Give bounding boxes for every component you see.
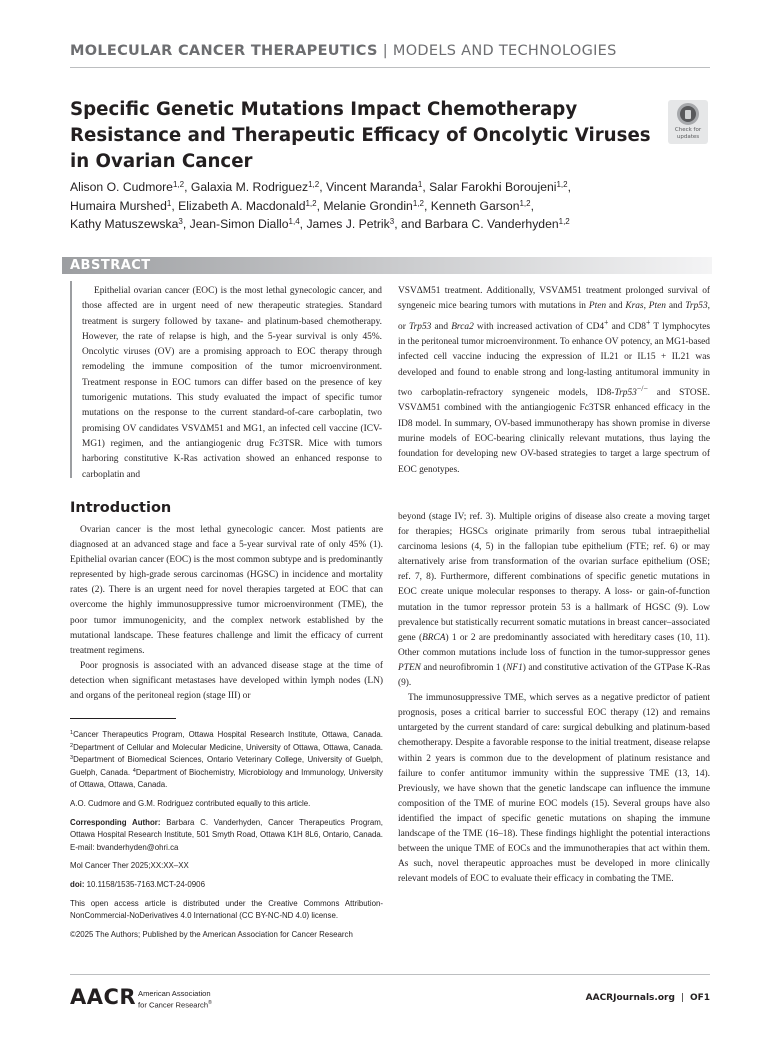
header-divider [70,67,710,68]
author-name: Vincent Maranda [325,180,418,194]
copyright-note: ©2025 The Authors; Published by the American Association for Cancer Research [70,929,353,939]
equal-contribution-note: A.O. Cudmore and G.M. Rodriguez contributed equally to this article. [70,798,311,808]
author-name: Elizabeth A. Macdonald [178,198,306,213]
aacr-logo: AACR [70,985,137,1009]
article-section: MODELS AND TECHNOLOGIES [392,43,617,59]
author-affiliation: 1 [417,180,423,189]
author-affiliation: 1,2 [519,198,531,208]
introduction-left-column [70,523,383,704]
affiliations: $^1$Cancer Therapeutics Program, Ottawa Hospital Research Institute, Ottawa, Canada. $^2$Department of Cellular and Molecular Medicine, University of Ottawa, Ottawa, Canada. $^3$Department of Biomedical Sciences, Ontario Veterinary College, University of Guelph, Guelph, Canada. $^4$Department of Biochemistry, Microbiology and Immunology, University of Ottawa, Ottawa, Canada. [70,730,383,790]
author-affiliation: 3 [178,217,183,226]
corresponding-author: Corresponding Author: Barbara C. Vanderhyden, Cancer Therapeutics Program, Ottawa Hospital Research Institute, 501 Smyth Road, Ottawa K1H 8L6, Ontario, Canada. E-mail: bvanderhyden@ohri.ca [70,817,383,852]
author-name: James J. Petrik [306,217,390,231]
introduction-right-column [398,510,710,887]
author-affiliation: 1,2 [412,198,424,208]
journal-name: MOLECULAR CANCER THERAPEUTICS [70,43,378,59]
license-note: This open access article is distributed under the Creative Commons Attribution-NonCommercial-NoDerivatives 4.0 International (CC BY-NC-ND 4.0) license. [70,898,383,921]
abstract-text-right: VSVΔM51 treatment. Additionally, VSVΔM51 treatment prolonged survival of syngeneic mice bearing tumors with mutations in Pten and Kras, Pten and Trp53, or Trp53 and Brca2 with increased activation of CD4+ and CD8+ T lymphocytes in the peritoneal tumor microenvironment. To enhance OV potency, an MG1-based infected cell vaccine inducing the expression of IL21 or IL15 + IL21 was developed and found to enable strong and long-lasting antitumoral immunity in two carboplatin-refractory syngeneic models, ID8-Trp53−/− and STOSE. VSVΔM51 combined with the antiangiogenic Fc3TSR enhanced efficacy in the ID8 model. In summary, OV-based immunotherapy has shown promise in diverse murine models of EOC-bearing clinically relevant mutations, thus laying the foundation for developing new OV-based strategies to target a large spectrum of EOC genotypes. [398,286,711,475]
author-affiliation: 1,2 [305,198,317,208]
abstract-left-rule [70,281,72,478]
body-paragraph: Ovarian cancer is the most lethal gynecologic cancer. Most patients are diagnosed at an advanced stage and face a 5-year survival rate of only 45% (1). Epithelial ovarian cancer (EOC) is the most common subtype and is predominantly represented by high-grade serous carcinomas (HGSC) in incidence and mortality rates (2). There is an urgent need for novel therapies targeted at EOC that can overcome the highly immunosuppressive tumor microenvironment (TME), the poor tumor immunogenicity, and the complex network established by the mutational landscape. These features challenge and limit the efficacy of current treatment regimens. [70,525,383,656]
author-affiliation: 1,2 [558,217,570,226]
abstract-text-left: Epithelial ovarian cancer (EOC) is the most lethal gynecologic cancer, and those affected are in urgent need of new therapeutic strategies. Standard treatment is surgery followed by taxane- and platinum-based chemotherapy. However, the rate of relapse is high, and the 5-year survival is only 45%. Oncolytic viruses (OV) are a promising approach to EOC therapy through remodeling the immune composition of the tumor microenvironment. Treatment response in EOC tumors can differ based on the presence of key tumorigenic mutations. This study evaluated the impact of specific tumor mutations on the response to the current standard-of-care carboplatin, two promising OV candidates VSVΔM51 and MG1, an infected cell vaccine (ICV-MG1) regimen, and the antiangiogenic drug Fc3TSR. Mice with tumors harboring constitutive K-Ras activation showed an enhanced response to carboplatin and [82,286,382,480]
abstract-heading: ABSTRACT [70,258,151,273]
author-affiliation: 1,2 [308,180,320,189]
author-name: Alison O. Cudmore [70,180,173,194]
page-number: OF1 [689,993,710,1003]
introduction-heading: Introduction [70,500,172,516]
author-affiliation: 3 [389,217,395,226]
body-paragraph: beyond (stage IV; ref. 3). Multiple origins of disease also create a moving target for therapies; HGSCs originate primarily from serous tubal intraepithelial carcinoma lesions (4, 5) in the fallopian tube epithelium (FTE; ref. 6) or may alternatively arise from transformation of the ovarian surface epithelium (OSE; ref. 7, 8). Furthermore, different combinations of specific genetic mutations in EOC create unique molecular responses to therapy. A loss- or gain-of-function mutation in the tumor repressor protein 53 is a hallmark of HGSC (9). Low prevalence but statistically recurrent somatic mutations in breast cancer–associated gene (BRCA) 1 or 2 are predominantly associated with hereditary cases (10, 11). Other common mutations include loss of function in the tumor-suppressor genes PTEN and neurofibromin 1 (NF1) and constitutive activation of the GTPase K-Ras (9). [398,512,710,689]
author-list: Alison O. Cudmore$^{1,2}$, Galaxia M. Rodriguez$^{1,2}$, Vincent Maranda$^1$, Salar Farokhi Boroujeni$^{1,2}$, Humaira Murshed$^1$, Elizabeth A. Macdonald$^{1,2}$, Melanie Grondin$^{1,2}$, Kenneth Garson$^{1,2}$, Kathy Matuszewska$^3$, Jean-Simon Diallo$^{1,4}$, James J. Petrik$^3$, and Barbara C. Vanderhyden$^{1,2}$ [70,180,571,231]
journal-header [70,43,617,59]
author-affiliation: 1,4 [288,217,300,226]
author-affiliation: 1 [166,198,172,208]
footer-site-page: AACRJournals.org | OF1 [585,993,710,1003]
body-paragraph: The immunosuppressive TME, which serves as a negative predictor of patient prognosis, poses a critical barrier to successful EOC therapy (12) and remains untargeted by the current standard of care: surgical debulking and platinum-based chemotherapy. Despite a favorable response to the initial treatment, disease relapse within 2 years is common due to the development of platinum resistance and failure to confer antitumor immunity within the suppressive TME (13, 14). Previously, we have shown that the genetic landscape can influence the immune composition of the TME of murine EOC models (15). Several groups have also identified the impact of specific genetic mutations on shaping the immune landscape of the TME (16–18). These findings highlight the potential interactions between the unique TME of EOCs and the immunotherapies that act within them. As such, novel therapeutic approaches must be developed in more clinically relevant models of EOC to evaluate their efficacy in combating the TME. [398,693,710,885]
author-name: Galaxia M. Rodriguez [190,180,309,194]
check-for-updates-badge[interactable] [668,100,708,144]
author-name: Barbara C. Vanderhyden [424,217,559,231]
footnotes [70,729,383,947]
author-name: Kenneth Garson [430,198,520,213]
check-for-updates-label: Check for updates [674,127,702,140]
doi[interactable]: doi: 10.1158/1535-7163.MCT-24-0906 [70,879,205,889]
aacr-organization-name: American Association for Cancer Research® [138,989,212,1010]
header-separator: | [382,43,388,59]
check-for-updates-icon [677,103,699,125]
journal-site-link[interactable]: AACRJournals.org [585,993,675,1003]
author-name: Melanie Grondin [323,198,413,213]
body-paragraph: Poor prognosis is associated with an advanced disease stage at the time of detection when significant metastases have developed within lymph nodes (LN) and organs of the peritoneal region (stage III) or [70,660,383,702]
author-name: Kathy Matuszewska [70,217,179,231]
footer-divider [70,974,710,975]
footnote-divider [70,718,176,719]
citation: Mol Cancer Ther 2025;XX:XX–XX [70,861,189,871]
author-name: Humaira Murshed [70,198,167,213]
author-name: Salar Farokhi Boroujeni [429,180,557,194]
author-name: Jean-Simon Diallo [189,217,289,231]
article-title: Specific Genetic Mutations Impact Chemotherapy Resistance and Therapeutic Efficacy of Oncolytic Viruses in Ovarian Cancer [70,99,651,172]
author-affiliation: 1,2 [172,180,185,189]
abstract-heading-bar [62,257,712,274]
author-affiliation: 1,2 [556,180,568,189]
